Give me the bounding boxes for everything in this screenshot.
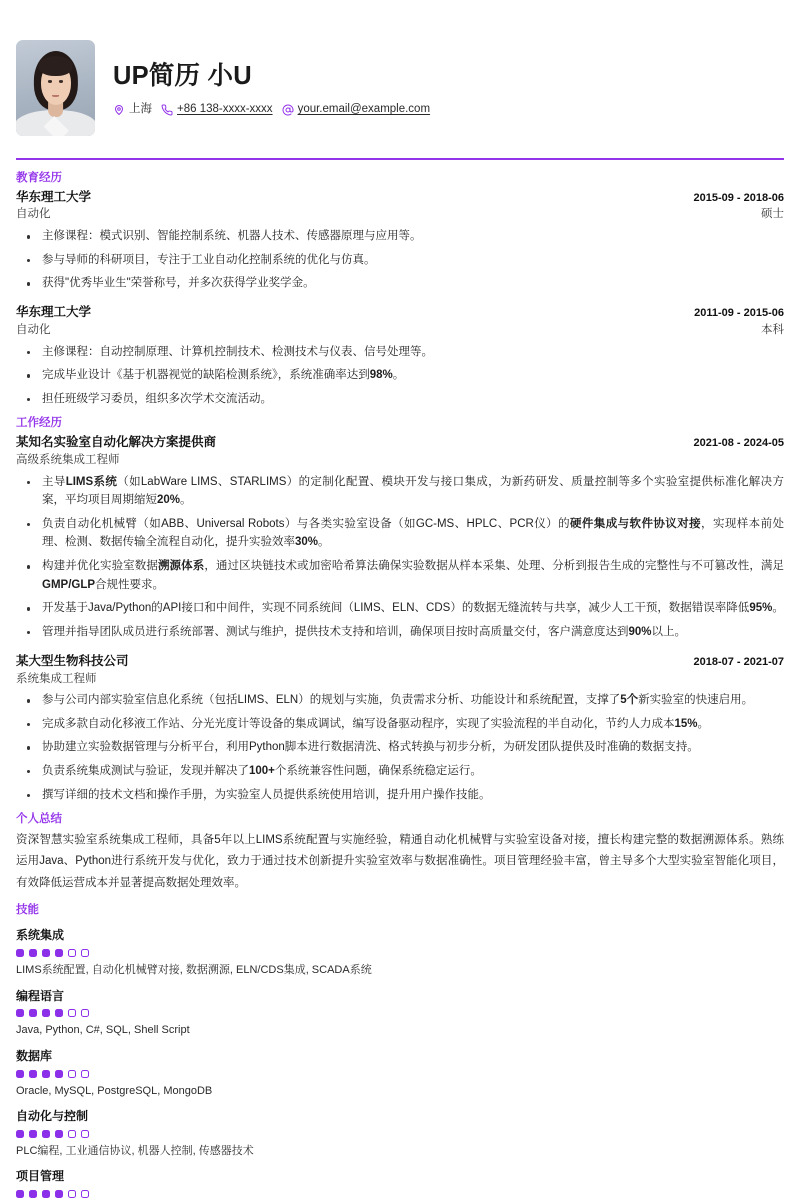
- list-item: 完成毕业设计《基于机器视觉的缺陷检测系统》，系统准确率达到98%。: [16, 366, 784, 385]
- contact-location: [113, 103, 152, 117]
- skill-detail: PLC编程, 工业通信协议, 机器人控制, 传感器技术: [16, 1144, 254, 1157]
- skill-level-dot: [68, 1009, 76, 1017]
- skill-level-dot: [42, 1009, 50, 1017]
- skill-level-dot: [55, 1070, 63, 1078]
- header-divider: [16, 158, 784, 160]
- skill-level-dot: [42, 1190, 50, 1198]
- list-item: 主导LIMS系统（如LabWare LIMS、STARLIMS）的定制化配置、模块开发与接口集成，为新药研发、质量控制等多个实验室提供标准化解决方案，平均项目周期缩短20%。: [16, 473, 784, 510]
- entry-degree: 本科: [761, 323, 784, 336]
- skill-item: [16, 988, 784, 1039]
- skill-list: [16, 927, 784, 1198]
- skill-level-meter: [16, 1009, 784, 1017]
- contact-email[interactable]: [282, 103, 430, 117]
- page-title: UP简历 小U: [113, 61, 252, 90]
- skill-level-dot: [55, 1009, 63, 1017]
- entry-subheader: [16, 452, 784, 469]
- skill-level-dot: [68, 949, 76, 957]
- section-title-skills: 技能: [16, 903, 39, 916]
- education-entries: [16, 188, 784, 409]
- skill-detail: LIMS系统配置, 自动化机械臂对接, 数据溯源, ELN/CDS集成, SCADA系统: [16, 964, 372, 976]
- list-item: 参与导师的科研项目，专注于工业自动化控制系统的优化与仿真。: [16, 251, 784, 270]
- skill-level-dot: [16, 1190, 24, 1198]
- entry-period: 2018-07 - 2021-07: [693, 655, 784, 668]
- work-entries: [16, 433, 784, 804]
- section-skills: [16, 903, 784, 1198]
- skill-level-meter: [16, 1070, 784, 1078]
- avatar: [16, 40, 95, 136]
- contact-row: [113, 103, 784, 117]
- skill-level-dot: [55, 949, 63, 957]
- entry-subheader: [16, 671, 784, 688]
- entry-header: [16, 303, 784, 322]
- bullet-list: [16, 227, 784, 293]
- section-title-summary: 个人总结: [16, 813, 62, 826]
- section-title-education: 教育经历: [16, 172, 62, 184]
- entry-role: 自动化: [16, 208, 51, 221]
- skill-level-dot: [81, 949, 89, 957]
- skill-level-dot: [81, 1070, 89, 1078]
- list-item: 撰写详细的技术文档和操作手册，为实验室人员提供系统使用培训，提升用户操作技能。: [16, 786, 784, 805]
- contact-email-text: your.email@example.com: [297, 103, 431, 116]
- entry-period: 2011-09 - 2015-06: [694, 307, 784, 319]
- skill-name: 自动化与控制: [16, 1109, 89, 1124]
- list-item: 主修课程：自动控制原理、计算机控制技术、检测技术与仪表、信号处理等。: [16, 343, 784, 362]
- entry-organization: 某知名实验室自动化解决方案提供商: [16, 435, 217, 449]
- skill-name: 项目管理: [16, 1169, 65, 1184]
- experience-entry: [16, 188, 784, 293]
- entry-role: 自动化: [16, 323, 51, 336]
- entry-period: 2015-09 - 2018-06: [693, 191, 784, 204]
- list-item: 管理并指导团队成员进行系统部署、测试与维护，提供技术支持和培训，确保项目按时高质量交付，客户满意度达到90%以上。: [16, 623, 784, 642]
- summary-text: 资深智慧实验室系统集成工程师，具备5年以上LIMS系统配置与实施经验，精通自动化机械臂与实验室设备对接，擅长构建完整的数据溯源体系。熟练运用Java、Python进行系统开发与优化，致力于通过技术创新提升实验室效率与数据准确性。项目管理经验丰富，曾主导多个大型实验室智能化项目，有效降低运营成本并显著提高数据处理效率。: [16, 833, 784, 890]
- entry-organization: 华东理工大学: [16, 189, 92, 204]
- list-item: 参与公司内部实验室信息化系统（包括LIMS、ELN）的规划与实施，负责需求分析、功能设计和系统配置，支撑了5个新实验室的快速启用。: [16, 691, 784, 710]
- skill-level-dot: [42, 949, 50, 957]
- skill-level-dot: [42, 1130, 50, 1138]
- entry-role: 高级系统集成工程师: [16, 453, 120, 466]
- bullet-list: [16, 473, 784, 642]
- experience-entry: [16, 303, 784, 408]
- skill-level-meter: [16, 1130, 784, 1138]
- bullet-list: [16, 691, 784, 804]
- list-item: 负责系统集成测试与验证，发现并解决了100+个系统兼容性问题，确保系统稳定运行。: [16, 762, 784, 781]
- skill-level-dot: [16, 1070, 24, 1078]
- section-title-work: 工作经历: [16, 417, 62, 430]
- location-pin-icon: [113, 104, 125, 116]
- skill-level-dot: [29, 1130, 37, 1138]
- experience-entry: [16, 652, 784, 805]
- skill-level-dot: [29, 1009, 37, 1017]
- skill-level-dot: [81, 1190, 89, 1198]
- entry-subheader: [16, 206, 784, 223]
- list-item: 开发基于Java/Python的API接口和中间件，实现不同系统间（LIMS、ELN、CDS）的数据无缝流转与共享，减少人工干预，数据错误率降低95%。: [16, 599, 784, 618]
- entry-organization: 某大型生物科技公司: [16, 653, 129, 668]
- skill-level-dot: [29, 1070, 37, 1078]
- entry-organization: 华东理工大学: [16, 305, 92, 319]
- skill-level-dot: [68, 1070, 76, 1078]
- skill-level-dot: [81, 1009, 89, 1017]
- entry-subheader: [16, 322, 784, 339]
- contact-phone-text: +86 138-xxxx-xxxx: [177, 103, 273, 116]
- resume-header: [16, 34, 784, 158]
- entry-period: 2021-08 - 2024-05: [693, 437, 784, 449]
- list-item: 协助建立实验数据管理与分析平台，利用Python脚本进行数据清洗、格式转换与初步分析，为研发团队提供及时准确的数据支持。: [16, 738, 784, 757]
- skill-level-meter: [16, 1190, 784, 1198]
- entry-header: [16, 433, 784, 452]
- experience-entry: [16, 433, 784, 642]
- skill-name: 编程语言: [16, 988, 65, 1003]
- skill-level-dot: [16, 1009, 24, 1017]
- skill-name: 数据库: [16, 1048, 53, 1063]
- skill-level-meter: [16, 949, 784, 957]
- list-item: 担任班级学习委员，组织多次学术交流活动。: [16, 390, 784, 409]
- section-summary: [16, 812, 784, 894]
- skill-name: 系统集成: [16, 928, 65, 943]
- skill-level-dot: [55, 1190, 63, 1198]
- section-education: [16, 171, 784, 408]
- skill-level-dot: [42, 1070, 50, 1078]
- skill-item: [16, 1108, 784, 1159]
- skill-level-dot: [68, 1190, 76, 1198]
- skill-level-dot: [29, 1190, 37, 1198]
- section-work: [16, 416, 784, 804]
- contact-phone[interactable]: [161, 103, 273, 117]
- entry-header: [16, 188, 784, 207]
- skill-level-dot: [81, 1130, 89, 1138]
- skill-level-dot: [16, 1130, 24, 1138]
- phone-icon: [161, 104, 173, 116]
- skill-item: [16, 927, 784, 978]
- list-item: 完成多款自动化移液工作站、分光光度计等设备的集成调试，编写设备驱动程序，实现了实验流程的半自动化，节约人力成本15%。: [16, 715, 784, 734]
- list-item: 主修课程：模式识别、智能控制系统、机器人技术、传感器原理与应用等。: [16, 227, 784, 246]
- entry-header: [16, 652, 784, 671]
- skill-level-dot: [29, 949, 37, 957]
- skill-detail: Java, Python, C#, SQL, Shell Script: [16, 1024, 190, 1037]
- list-item: 构建并优化实验室数据溯源体系，通过区块链技术或加密哈希算法确保实验数据从样本采集、处理、分析到报告生成的完整性与不可篡改性，满足GMP/GLP合规性要求。: [16, 557, 784, 594]
- skill-detail: Oracle, MySQL, PostgreSQL, MongoDB: [16, 1084, 213, 1097]
- list-item: 获得"优秀毕业生"荣誉称号，并多次获得学业奖学金。: [16, 274, 784, 293]
- list-item: 负责自动化机械臂（如ABB、Universal Robots）与各类实验室设备（如GC-MS、HPLC、PCR仪）的硬件集成与软件协议对接，实现样本前处理、检测、数据传输全流程自动化，提升实验效率30%。: [16, 515, 784, 552]
- skill-item: [16, 1168, 784, 1198]
- skill-level-dot: [68, 1130, 76, 1138]
- entry-degree: 硕士: [761, 208, 784, 221]
- identity-block: [113, 59, 784, 117]
- contact-location-text: 上海: [129, 103, 152, 116]
- entry-role: 系统集成工程师: [16, 672, 97, 685]
- skill-item: [16, 1048, 784, 1099]
- at-sign-icon: [282, 104, 294, 116]
- skill-level-dot: [16, 949, 24, 957]
- bullet-list: [16, 343, 784, 409]
- skill-level-dot: [55, 1130, 63, 1138]
